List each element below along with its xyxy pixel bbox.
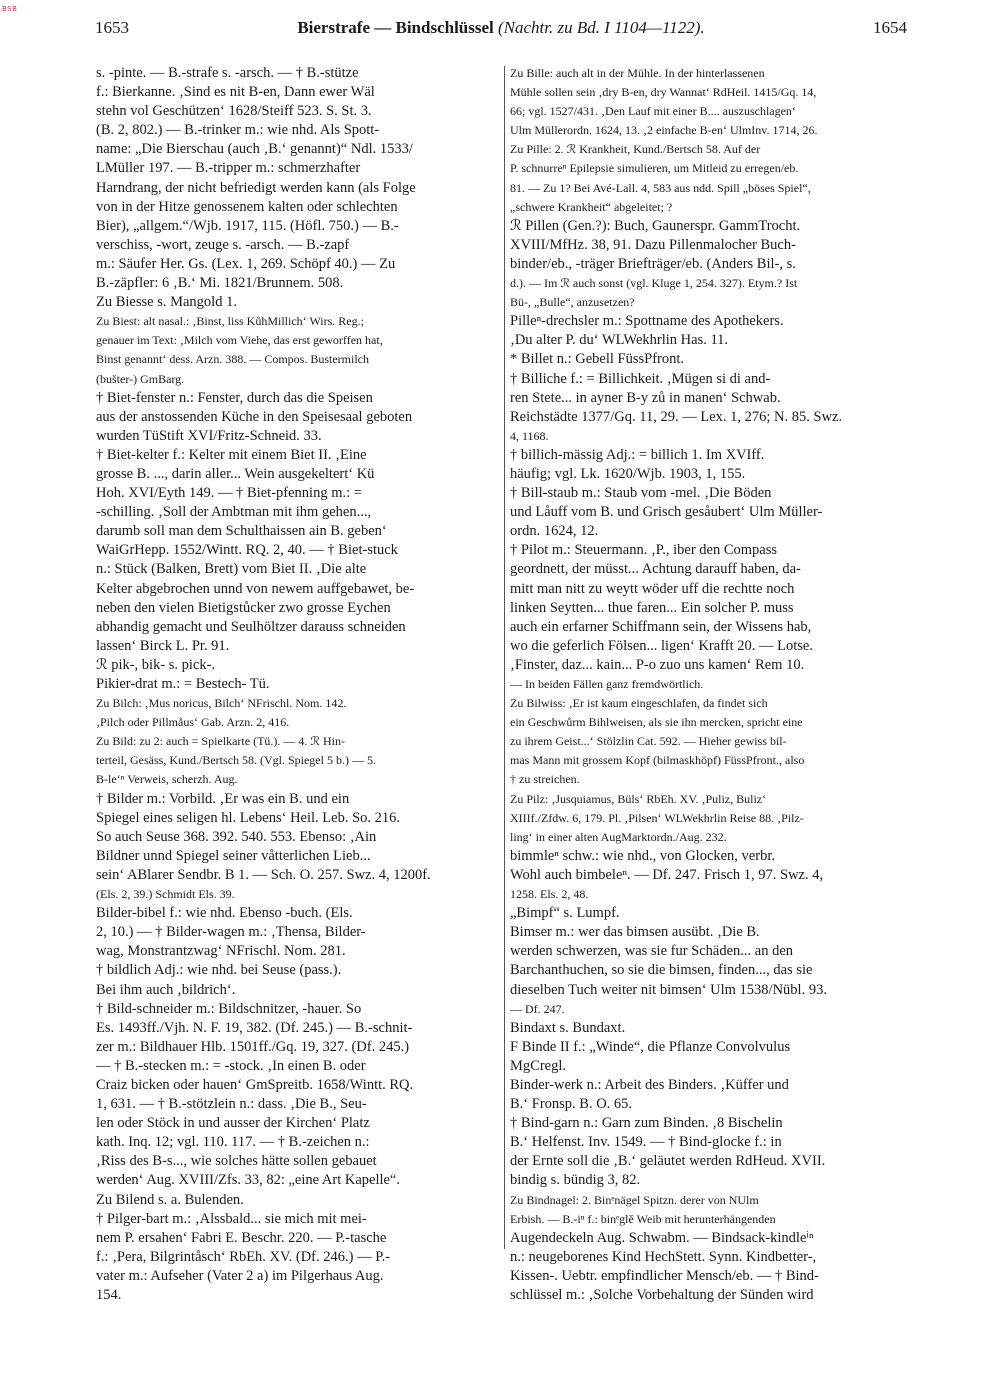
text-line: schlüssel m.: ‚Solche Vorbehaltung der Sünden wird bbox=[510, 1287, 814, 1303]
text-line: sein‘ ABlarer Sendbr. B 1. — Sch. O. 257. Swz. 4, 1200f. bbox=[96, 866, 431, 883]
text-line: Pilleⁿ-drechsler m.: Spottname des Apothekers. bbox=[510, 313, 784, 330]
text-line: (bušter-) GmBarg. bbox=[96, 371, 185, 386]
text-line: dieselben Tuch weiter nit bimsen‘ Ulm 1538/Nübl. 93. bbox=[510, 981, 827, 998]
text-line: d.). — Im ℛ auch sonst (vgl. Kluge 1, 254. 327). Etym.? Ist bbox=[510, 276, 798, 291]
text-line: bindig s. bündig 3, 82. bbox=[510, 1172, 641, 1189]
text-line: Zu Biesse s. Mangold 1. bbox=[96, 294, 237, 311]
text-line: WaiGrHepp. 1552/Wintt. RQ. 2, 40. — † Biet-stuck bbox=[96, 542, 398, 559]
right-column bbox=[510, 64, 908, 1305]
text-line: Barchanthuchen, so sie die bimsen, finden..., das sie bbox=[510, 962, 813, 979]
text-line: kath. Inq. 12; vgl. 110. 117. — † B.-zeichen n.: bbox=[96, 1134, 370, 1151]
text-line: ‚Riss des B-s..., wie solches hätte sollen gebauet bbox=[96, 1153, 377, 1170]
text-line: MgCregl. bbox=[510, 1057, 566, 1074]
text-line: Erbish. — B.-iⁿ f.: binᵉglĕ Weib mit herunterhängenden bbox=[510, 1211, 776, 1226]
text-line: B.‘ Helfenst. Inv. 1549. — † Bind-glocke f.: in bbox=[510, 1134, 782, 1151]
text-line: 66; vgl. 1527/431. ‚Den Lauf mit einer B.... auszuschlagen‘ bbox=[510, 104, 796, 119]
text-line: Bilder-bibel f.: wie nhd. Ebenso -buch. (Els. bbox=[96, 905, 353, 922]
text-line: -schilling. ‚Soll der Ambtman mit ihm gehen..., bbox=[96, 504, 372, 521]
text-line: linken Seytten... thue faren... Ein solcher P. muss bbox=[510, 599, 794, 616]
text-line: Pikier-drat m.: = Bestech- Tü. bbox=[96, 676, 270, 692]
header-headwords: Bierstrafe — Bindschlüssel bbox=[297, 18, 494, 37]
text-line: werden‘ Aug. XVIII/Zfs. 33, 82: „eine Art Kapelle“. bbox=[96, 1172, 400, 1189]
text-line: s. -pinte. — B.-strafe s. -arsch. — † B.-stütze bbox=[96, 65, 359, 81]
running-header bbox=[95, 18, 907, 44]
text-line: XVIII/MfHz. 38, 91. Dazu Pillenmalocher Buch- bbox=[510, 236, 796, 253]
text-line: neben den vielen Bietigstůcker zwo grosse Eychen bbox=[96, 599, 391, 616]
header-supplement-note: (Nachtr. zu Bd. I 1104—1122). bbox=[498, 18, 705, 37]
text-line: binder/eb., -träger Briefträger/eb. (Anders Bil-, s. bbox=[510, 255, 796, 272]
text-line: aus der anstossenden Küche in den Speisesaal geboten bbox=[96, 408, 413, 425]
text-line: Zu Bild: zu 2: auch = Spielkarte (Tü.). — 4. ℛ Hin- bbox=[96, 734, 345, 749]
text-line: Zu Pilz: ‚Jusquiamus, Büls‘ RbEh. XV. ‚Puliz, Buliz‘ bbox=[510, 791, 767, 806]
text-line: † Biet-kelter f.: Kelter mit einem Biet II. ‚Eine bbox=[96, 446, 367, 463]
text-line: † Pilot m.: Steuermann. ‚P., iber den Compass bbox=[510, 542, 778, 559]
text-line: auch ein erfarner Schiffmann sein, der Wissens hab, bbox=[510, 618, 812, 635]
text-line: häufig; vgl. Lk. 1620/Wjb. 1903, 1, 155. bbox=[510, 465, 746, 482]
text-line: So auch Seuse 368. 392. 540. 553. Ebenso: ‚Ain bbox=[96, 828, 377, 845]
text-line: Harndrang, der nicht befriedigt werden kann (als Folge bbox=[96, 179, 416, 196]
text-line: † Pilger-bart m.: ‚Alssbald... sie mich mit mei- bbox=[96, 1210, 367, 1227]
text-line: lassen‘ Birck L. Pr. 91. bbox=[96, 637, 230, 654]
text-line: — In beiden Fällen ganz fremdwörtlich. bbox=[510, 677, 704, 691]
text-line: Zu Bindnagel: 2. Binᵉnägel Spitzn. derer von NUlm bbox=[510, 1192, 759, 1207]
text-line: mas Mann mit grossem Kopf (bilmaskhöpf) FüssPfront., also bbox=[510, 753, 805, 768]
text-line: 81. — Zu 1? Bei Avé-Lall. 4, 583 aus ndd. Spill „böses Spiel“, bbox=[510, 180, 811, 195]
text-line: zer m.: Bildhauer Hlb. 1501ff./Gq. 19, 327. (Df. 245.) bbox=[96, 1038, 410, 1055]
text-line: Bildner unnd Spiegel seiner våtterlichen Lieb... bbox=[96, 847, 371, 864]
text-line: grosse B. ..., darin aller... Wein ausgekeltert‘ Kü bbox=[96, 465, 375, 482]
text-line: und Låuff vom B. und Grisch gesåubert‘ Ulm Müller- bbox=[510, 504, 823, 521]
text-line: ordn. 1624, 12. bbox=[510, 523, 599, 540]
text-line: n.: Stück (Balken, Brett) vom Biet II. ‚Die alte bbox=[96, 561, 367, 578]
text-line: (B. 2, 802.) — B.-trinker m.: wie nhd. Als Spott- bbox=[96, 122, 380, 139]
text-line: Ulm Müllerordn. 1624, 13. ‚2 einfache B-en‘ UlmInv. 1714, 26. bbox=[510, 123, 818, 138]
text-line: der Ernte soll die ‚B.‘ geläutet werden RdHeud. XVII. bbox=[510, 1153, 826, 1170]
text-line: Reichstädte 1377/Gq. 11, 29. — Lex. 1, 276; N. 85. Swz. bbox=[510, 408, 843, 425]
text-line: Zu Bilch: ‚Mus noricus, Bilch‘ NFrischl. Nom. 142. bbox=[96, 696, 347, 711]
text-line: Kissen-. Uebtr. empfindlicher Mensch/eb. — † Bind- bbox=[510, 1267, 819, 1284]
text-line: Bindaxt s. Bundaxt. bbox=[510, 1019, 626, 1036]
text-line: — Df. 247. bbox=[510, 1001, 565, 1016]
text-line: Mühle sollen sein ‚dry B-en, dry Wannat‘ RdHeil. 1415/Gq. 14, bbox=[510, 85, 817, 100]
text-line: P. schnurreⁿ Epilepsie simulieren, um Mitleid zu erregen/eb. bbox=[510, 161, 799, 176]
text-line: † Bilder m.: Vorbild. ‚Er was ein B. und ein bbox=[96, 790, 350, 807]
text-line: † zu streichen. bbox=[510, 772, 580, 787]
text-line: F Binde II f.: „Winde“, die Pflanze Convolvulus bbox=[510, 1038, 791, 1055]
text-line: stehn vol Geschützen‘ 1628/Steiff 523. S. St. 3. bbox=[96, 103, 372, 120]
text-line: „schwere Krankheit“ abgeleitet; ? bbox=[510, 199, 673, 214]
page-number-right: 1654 bbox=[873, 18, 907, 37]
text-line: werden schwerzen, was sie fur Schäden... an den bbox=[510, 943, 794, 960]
text-line: genauer im Text: ‚Milch vom Viehe, das erst geworffen hat, bbox=[96, 333, 383, 348]
text-line: † bildlich Adj.: wie nhd. bei Seuse (pass.). bbox=[96, 962, 342, 979]
text-line: ling‘ in einer alten AugMarktordn./Aug. 232. bbox=[510, 829, 727, 844]
text-line: zu ihrem Geist...‘ Stölzlin Cat. 592. — Hieher gewiss bil- bbox=[510, 734, 787, 749]
text-line: Zu Bilwiss: ‚Er ist kaum eingeschlafen, da findet sich bbox=[510, 696, 768, 711]
text-line: Wohl auch bimbeleⁿ. — Df. 247. Frisch 1, 97. Swz. 4, bbox=[510, 866, 824, 883]
text-line: n.: neugeborenes Kind HechStett. Synn. Kindbetter-, bbox=[510, 1248, 817, 1265]
text-line: Zu Bille: auch alt in der Mühle. In der hinterlassenen bbox=[510, 66, 765, 80]
text-line: Bimser m.: wer das bimsen ausübt. ‚Die B. bbox=[510, 924, 760, 941]
text-line: 1258. Els. 2, 48. bbox=[510, 887, 589, 902]
text-line: Binder-werk n.: Arbeit des Binders. ‚Küffer und bbox=[510, 1076, 789, 1093]
text-line: Bei ihm auch ‚bildrich‘. bbox=[96, 981, 236, 998]
text-line: ein Geschwůrm Bihlweisen, als sie ihn mercken, spricht eine bbox=[510, 715, 803, 730]
text-line: mitt man nitt zu weytt wöder uff die rechtte noch bbox=[510, 580, 795, 597]
text-line: len oder Stöck in und ausser der Kirchen‘ Platz bbox=[96, 1115, 370, 1132]
text-line: 4, 1168. bbox=[510, 428, 549, 443]
text-line: † Bind-garn n.: Garn zum Binden. ‚8 Bischelin bbox=[510, 1115, 783, 1132]
text-line: m.: Säufer Her. Gs. (Lex. 1, 269. Schöpf 40.) — Zu bbox=[96, 255, 396, 272]
text-line: 1, 631. — † B.-stötzlein n.: dass. ‚Die B., Seu- bbox=[96, 1096, 367, 1113]
text-line: Zu Bilend s. a. Bulenden. bbox=[96, 1191, 244, 1208]
text-line: ren Stete... in ayner B-y zů in manen‘ Schwab. bbox=[510, 389, 781, 406]
text-line: f.: ‚Pera, Bilgrintåsch‘ RbEh. XV. (Df. 246.) — P.- bbox=[96, 1248, 391, 1265]
text-line: Zu Pille: 2. ℛ Krankheit, Kund./Bertsch 58. Auf der bbox=[510, 142, 761, 157]
text-line: ℛ pik-, bik- s. pick-. bbox=[96, 656, 216, 673]
text-line: wag, Monstrantzwag‘ NFrischl. Nom. 281. bbox=[96, 943, 346, 960]
text-line: ‚Du alter P. du‘ WLWekhrlin Has. 11. bbox=[510, 332, 729, 349]
text-line: B.‘ Fronsp. B. O. 65. bbox=[510, 1096, 633, 1113]
text-line: Craiz bicken oder hauen‘ GmSpreitb. 1658/Wintt. RQ. bbox=[96, 1076, 414, 1093]
text-line: Hoh. XVI/Eyth 149. — † Biet-pfenning m.: = bbox=[96, 485, 362, 502]
text-line: Es. 1493ff./Vjh. N. F. 19, 382. (Df. 245.) — B.-schnit- bbox=[96, 1019, 413, 1036]
page-number-left: 1653 bbox=[95, 18, 129, 37]
text-line: verschiss, -wort, zeuge s. -arsch. — B.-zapf bbox=[96, 236, 350, 253]
text-line: Augendeckeln Aug. Schwabm. — Bindsack-kindleⁱⁿ bbox=[510, 1229, 814, 1246]
text-line: 154. bbox=[96, 1287, 122, 1303]
text-line: † Bild-schneider m.: Bildschnitzer, -hauer. So bbox=[96, 1000, 362, 1017]
text-line: Kelter abgebrochen unnd von newem auffgebawet, be- bbox=[96, 580, 415, 597]
text-line: † Billiche f.: = Billichkeit. ‚Mügen si di and- bbox=[510, 370, 771, 387]
text-line: (Els. 2, 39.) Schmidt Els. 39. bbox=[96, 887, 235, 902]
text-line: * Billet n.: Gebell FüssPfront. bbox=[510, 351, 684, 368]
text-line: geordnett, der müsst... Achtung darauff haben, da- bbox=[510, 561, 801, 578]
header-title bbox=[95, 18, 907, 38]
text-line: ℛ Pillen (Gen.?): Buch, Gaunerspr. GammTrocht. bbox=[510, 217, 801, 234]
text-line: wo die geferlich Fölsen... ligen‘ Krafft 20. — Lotse. bbox=[510, 637, 813, 654]
text-line: 2, 10.) — † Bilder-wagen m.: ‚Thensa, Bilder- bbox=[96, 924, 366, 941]
library-corner-mark: BSB bbox=[2, 5, 18, 13]
text-line: ‚Pilch oder Pillmåus‘ Gab. Arzn. 2, 416. bbox=[96, 715, 290, 730]
text-line: B.-zäpfler: 6 ‚B.‘ Mi. 1821/Brunnem. 508. bbox=[96, 275, 344, 292]
text-line: LMüller 197. — B.-tripper m.: schmerzhafter bbox=[96, 160, 361, 177]
text-line: abhandig gemacht und Seulhöltzer darauss schneiden bbox=[96, 618, 406, 635]
left-column bbox=[96, 64, 500, 1305]
text-line: † Bill-staub m.: Staub vom -mel. ‚Die Böden bbox=[510, 485, 772, 502]
text-line: wurden TüStift XVI/Fritz-Schneid. 33. bbox=[96, 427, 322, 444]
text-line: † Biet-fenster n.: Fenster, durch das die Speisen bbox=[96, 389, 373, 406]
text-line: Zu Biest: alt nasal.: ‚Binst, liss KůhMillich‘ Wirs. Reg.; bbox=[96, 314, 364, 329]
text-line: XIIIf./Zfdw. 6, 179. Pl. ‚Pilsen‘ WLWekhrlin Reise 88. ‚Pilz- bbox=[510, 810, 804, 825]
text-line: ‚Finster, daz... kain... P-o zuo uns kamen‘ Rem 10. bbox=[510, 656, 805, 673]
text-line: vater m.: Aufseher (Vater 2 a) im Pilgerhaus Aug. bbox=[96, 1267, 384, 1284]
text-line: f.: Bierkanne. ‚Sind es nit B-en, Dann ewer Wäl bbox=[96, 84, 375, 101]
text-line: name: „Die Bierschau (auch ‚B.‘ genannt)“ Ndl. 1533/ bbox=[96, 141, 413, 158]
text-line: nem P. ersahen‘ Fabri E. Beschr. 220. — P.-tasche bbox=[96, 1229, 387, 1246]
text-line: — † B.-stecken m.: = -stock. ‚In einen B. oder bbox=[96, 1057, 366, 1074]
text-line: Bier), „allgem.“/Wjb. 1917, 115. (Höfl. 750.) — B.- bbox=[96, 217, 399, 234]
text-line: von in der Hitze genossenem kalten oder schlechten bbox=[96, 198, 398, 215]
column-divider bbox=[504, 66, 505, 1249]
text-line: Spiegel eines seligen hl. Lebens‘ Heil. Leb. So. 216. bbox=[96, 809, 401, 826]
text-line: Bü-, „Bulle“, anzusetzen? bbox=[510, 295, 635, 310]
text-line: terteil, Gesäss, Kund./Bertsch 58. (Vgl. Spiegel 5 b.) — 5. bbox=[96, 753, 376, 768]
text-line: † billich-mässig Adj.: = billich 1. Im XVIff. bbox=[510, 446, 765, 463]
text-line: bimmleⁿ schw.: wie nhd., von Glocken, verbr. bbox=[510, 847, 775, 864]
text-line: „Bimpf“ s. Lumpf. bbox=[510, 905, 620, 922]
text-line: B-le‘ⁿ Verweis, scherzh. Aug. bbox=[96, 772, 238, 787]
text-line: Binst genannt‘ dess. Arzn. 388. — Compos. Bustermilch bbox=[96, 352, 369, 367]
text-line: darumb soll man dem Schulthaissen ain B. geben‘ bbox=[96, 523, 387, 540]
